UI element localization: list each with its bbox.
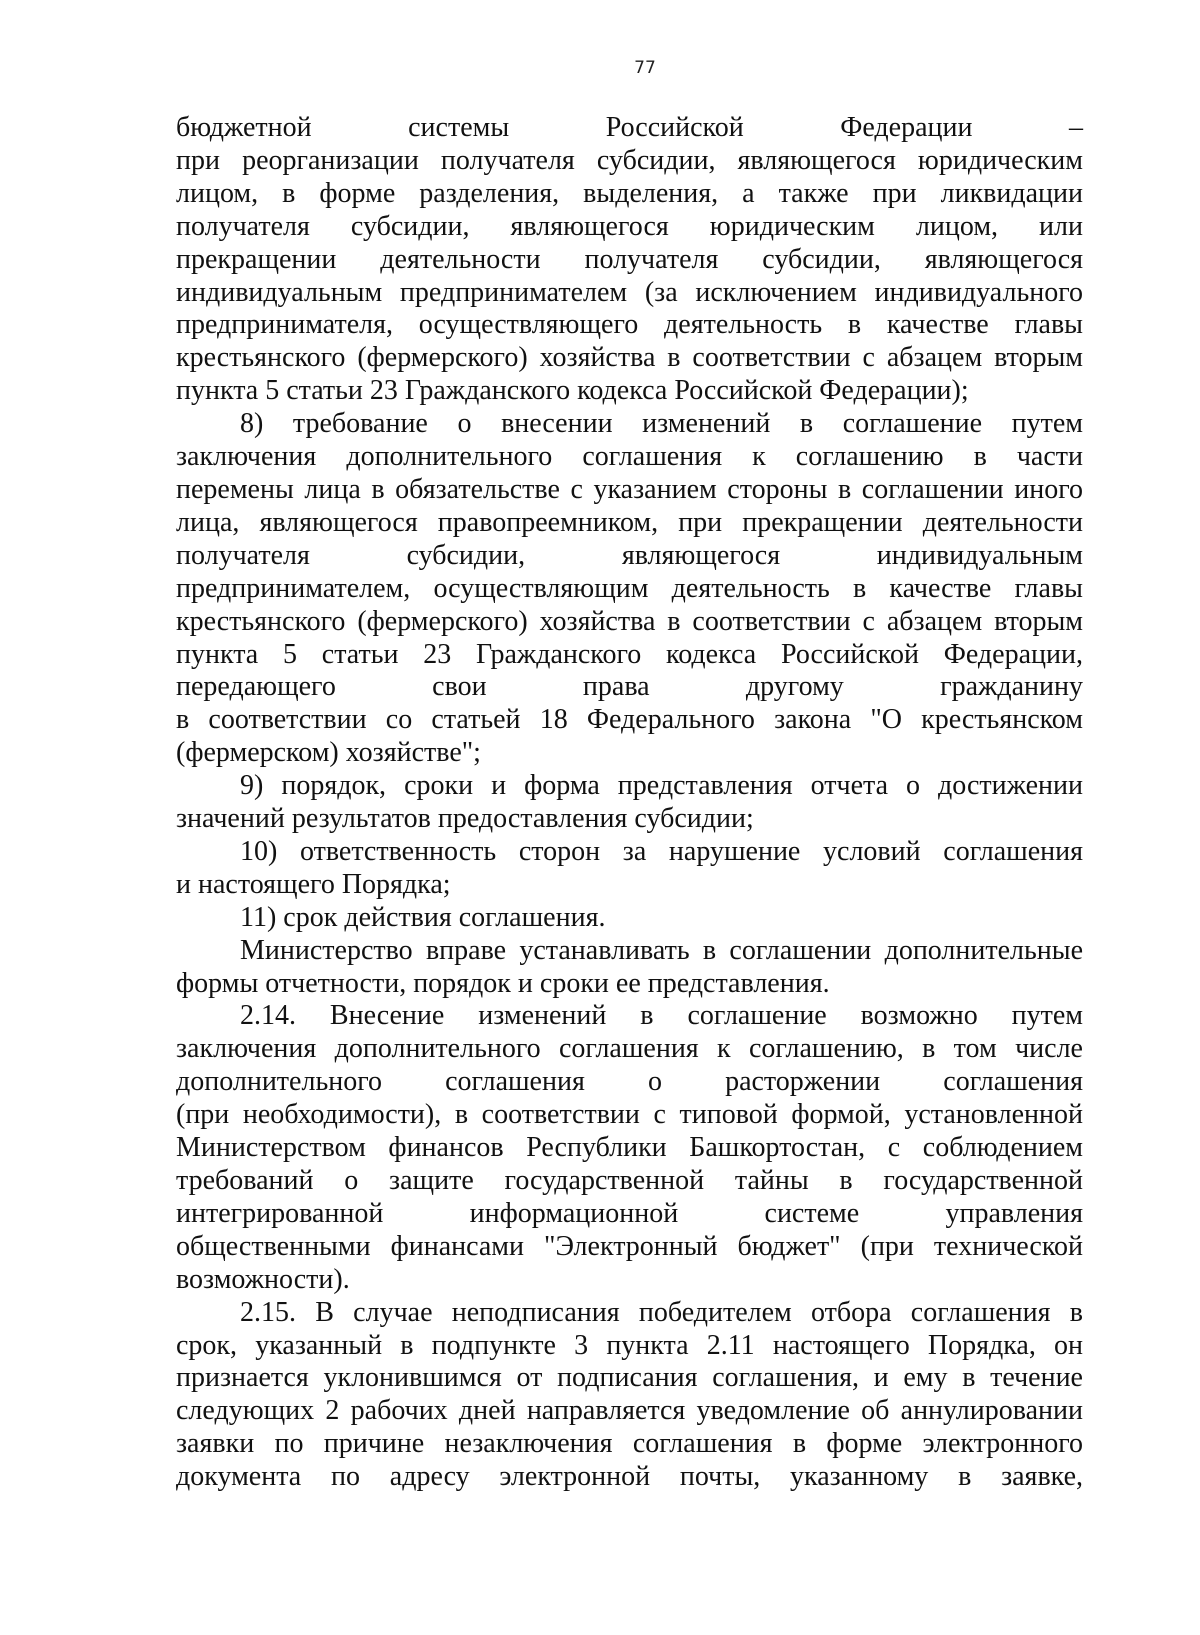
text-line: возможности). <box>176 1263 350 1295</box>
page-number: 77 <box>634 58 656 78</box>
text-line: перемены лица в обязательстве с указанием стороны в соглашении иного <box>176 473 1083 505</box>
text-line: индивидуальным предпринимателем (за исключением индивидуального <box>176 276 1083 308</box>
text-line: и настоящего Порядка; <box>176 868 451 900</box>
text-line: пункта 5 статьи 23 Гражданского кодекса Российской Федерации, <box>176 638 1083 670</box>
text-line: документа по адресу электронной почты, указанному в заявке, <box>176 1461 1083 1493</box>
text-line: (фермерском) хозяйстве"; <box>176 737 481 769</box>
text-line: следующих 2 рабочих дней направляется уведомление об аннулировании <box>176 1395 1083 1427</box>
text-line: 11) срок действия соглашения. <box>240 901 606 933</box>
text-line: заключения дополнительного соглашения к соглашению, в том числе <box>176 1033 1083 1065</box>
text-line: 9) порядок, сроки и форма представления отчета о достижении <box>240 770 1083 802</box>
text-line: заявки по причине незаключения соглашения в форме электронного <box>176 1428 1083 1460</box>
text-line: крестьянского (фермерского) хозяйства в соответствии с абзацем вторым <box>176 342 1083 374</box>
text-line: 10) ответственность сторон за нарушение условий соглашения <box>240 835 1083 867</box>
text-line: предпринимателем, осуществляющим деятельность в качестве главы <box>176 572 1083 604</box>
text-line: предпринимателя, осуществляющего деятельность в качестве главы <box>176 309 1083 341</box>
text-line: 2.15. В случае неподписания победителем отбора соглашения в <box>240 1296 1083 1328</box>
text-line: получателя субсидии, являющегося индивидуальным <box>176 539 1083 571</box>
document-body <box>176 112 1083 1494</box>
text-line: 2.14. Внесение изменений в соглашение возможно путем <box>240 1000 1083 1032</box>
text-line: в соответствии со статьей 18 Федерального закона "О крестьянском <box>176 704 1083 736</box>
text-line: крестьянского (фермерского) хозяйства в соответствии с абзацем вторым <box>176 605 1083 637</box>
text-line: дополнительного соглашения о расторжении соглашения <box>176 1066 1083 1098</box>
text-line: общественными финансами "Электронный бюджет" (при технической <box>176 1230 1083 1262</box>
text-line: бюджетной системы Российской Федерации – <box>176 112 1083 143</box>
text-line: Министерство вправе устанавливать в соглашении дополнительные <box>240 934 1083 966</box>
text-line: лица, являющегося правопреемником, при прекращении деятельности <box>176 506 1083 538</box>
text-line: передающего свои права другому гражданину <box>176 671 1083 703</box>
text-line: Министерством финансов Республики Башкортостан, с соблюдением <box>176 1132 1083 1164</box>
text-line: формы отчетности, порядок и сроки ее представления. <box>176 967 830 999</box>
text-line: прекращении деятельности получателя субсидии, являющегося <box>176 243 1083 275</box>
text-line: интегрированной информационной системе управления <box>176 1197 1083 1229</box>
text-line: пункта 5 статьи 23 Гражданского кодекса Российской Федерации); <box>176 375 969 407</box>
text-line: 8) требование о внесении изменений в соглашение путем <box>240 408 1083 440</box>
text-line: срок, указанный в подпункте 3 пункта 2.11 настоящего Порядка, он <box>176 1329 1083 1361</box>
text-line: требований о защите государственной тайны в государственной <box>176 1165 1083 1196</box>
text-line: значений результатов предоставления субсидии; <box>176 803 754 835</box>
text-line: лицом, в форме разделения, выделения, а также при ликвидации <box>176 177 1083 209</box>
text-line: (при необходимости), в соответствии с типовой формой, установленной <box>176 1099 1083 1131</box>
text-line: заключения дополнительного соглашения к соглашению в части <box>176 441 1083 473</box>
text-line: получателя субсидии, являющегося юридическим лицом, или <box>176 210 1083 242</box>
text-line: при реорганизации получателя субсидии, являющегося юридическим <box>176 144 1083 176</box>
text-line: признается уклонившимся от подписания соглашения, и ему в течение <box>176 1362 1083 1394</box>
